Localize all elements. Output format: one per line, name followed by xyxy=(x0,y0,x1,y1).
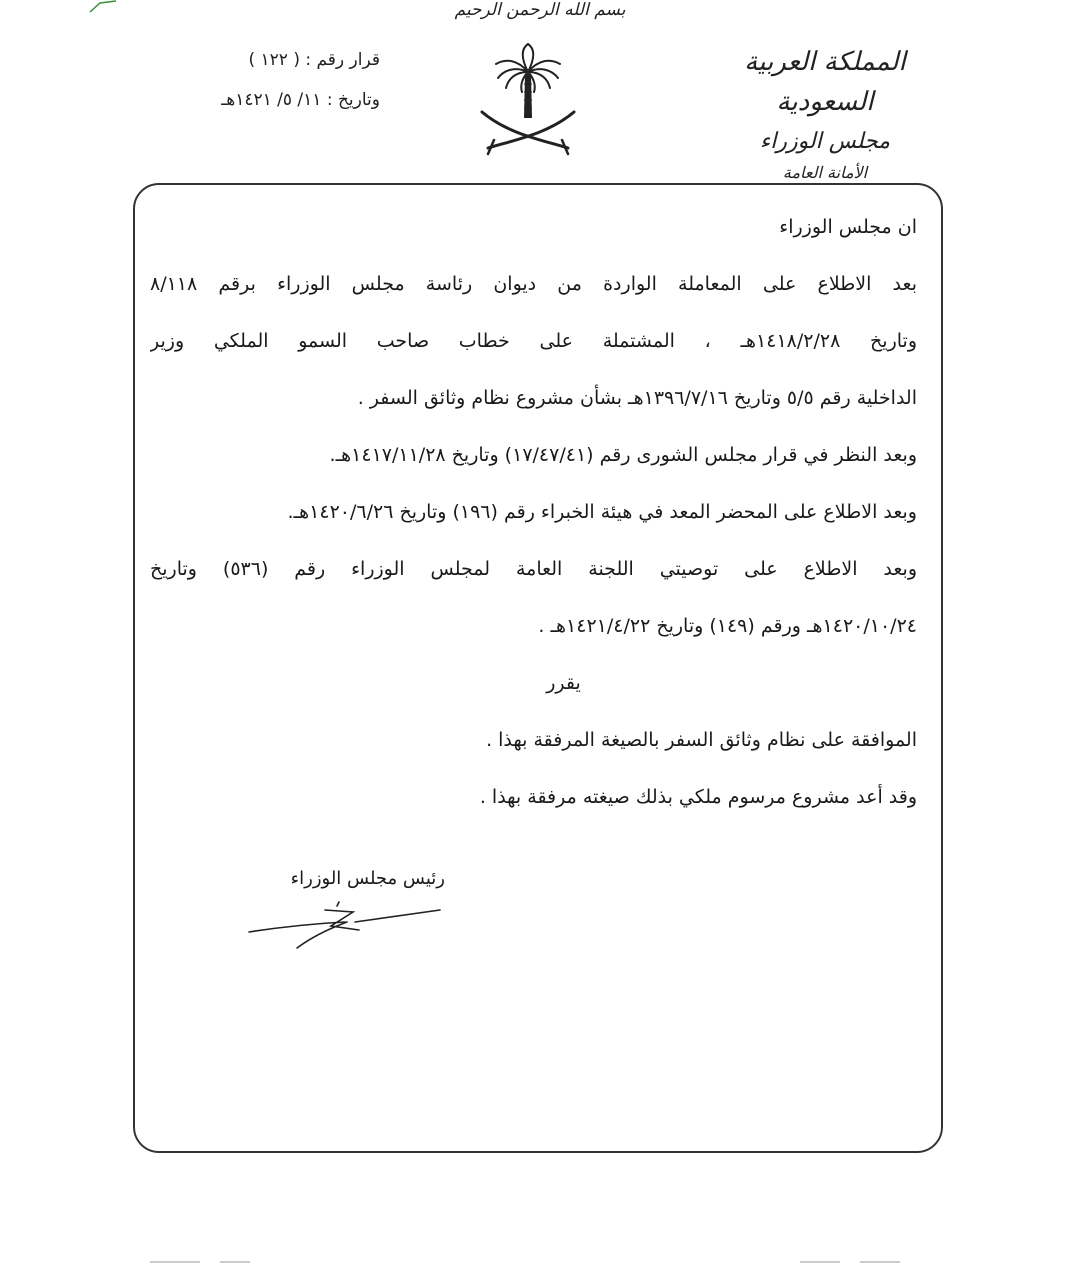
decision-line: وقد أعد مشروع مرسوم ملكي بذلك صيغته مرفقة بهذا . xyxy=(479,786,917,808)
body-line: بعد الاطلاع على المعاملة الواردة من ديوان رئاسة مجلس الوزراء برقم ٨/١١٨ xyxy=(150,273,917,295)
decision-date: وتاريخ : ١١/ ٥/ ١٤٢١هـ xyxy=(221,90,380,110)
opening-line: ان مجلس الوزراء xyxy=(779,216,917,238)
decision-line: الموافقة على نظام وثائق السفر بالصيغة المرفقة بهذا . xyxy=(486,729,917,751)
body-line: وتاريخ ١٤١٨/٢/٢٨هـ ، المشتملة على خطاب صاحب السمو الملكي وزير xyxy=(150,330,917,352)
secretariat-name: الأمانة العامة xyxy=(782,163,868,182)
palm-and-swords-emblem-icon xyxy=(478,38,578,160)
decision-body xyxy=(150,205,917,832)
signatory-title: رئيس مجلس الوزراء xyxy=(290,868,445,889)
body-line: ١٤٢٠/١٠/٢٤هـ ورقم (١٤٩) وتاريخ ١٤٢١/٤/٢٢هـ . xyxy=(538,615,917,637)
body-line: وبعد النظر في قرار مجلس الشورى رقم (١٧/٤٧/٤١) وتاريخ ١٤١٧/١١/٢٨هـ. xyxy=(329,444,917,466)
signature-block xyxy=(235,868,455,958)
kingdom-name: المملكة العربية السعودية xyxy=(744,47,906,117)
letterhead xyxy=(700,42,950,186)
resolves-heading: يقرر xyxy=(546,672,581,694)
corner-mark-icon xyxy=(88,0,118,14)
body-line: وبعد الاطلاع على المحضر المعد في هيئة الخبراء رقم (١٩٦) وتاريخ ١٤٢٠/٦/٢٦هـ. xyxy=(287,501,917,523)
footer-trace-icon xyxy=(140,1256,940,1264)
body-line: وبعد الاطلاع على توصيتي اللجنة العامة لمجلس الوزراء رقم (٥٣٦) وتاريخ xyxy=(150,558,917,580)
handwritten-signature-icon xyxy=(235,900,455,958)
decision-number: قرار رقم : ( ١٢٢ ) xyxy=(248,50,380,70)
body-line: الداخلية رقم ٥/٥ وتاريخ ١٣٩٦/٧/١٦هـ بشأن مشروع نظام وثائق السفر . xyxy=(357,387,917,409)
basmala: بسم الله الرحمن الرحيم xyxy=(454,0,626,20)
council-name: مجلس الوزراء xyxy=(759,129,891,154)
